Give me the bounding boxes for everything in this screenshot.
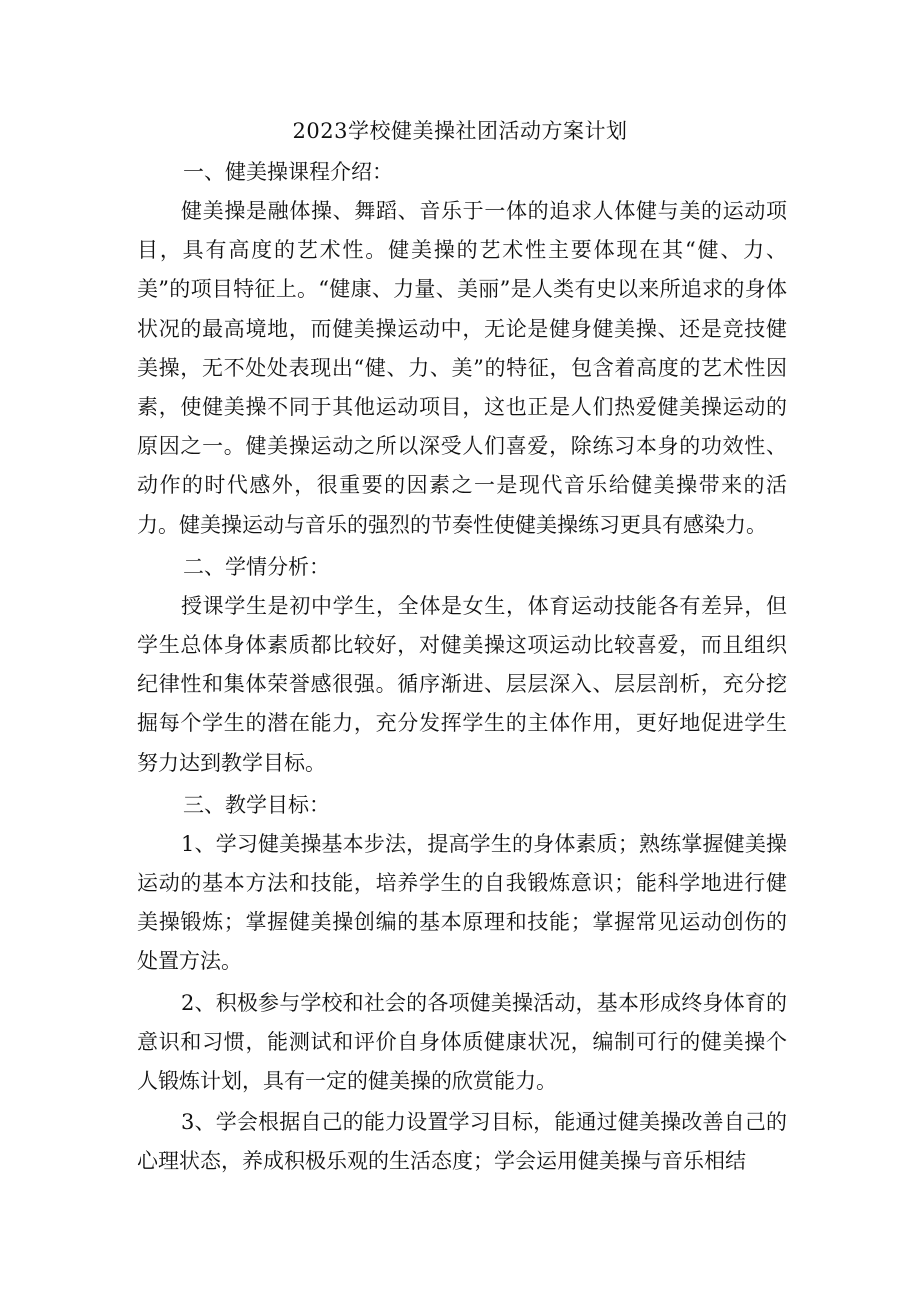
section-heading: 三、教学目标： <box>183 792 330 817</box>
section-heading: 二、学情分析： <box>183 554 330 579</box>
paragraph: 授课学生是初中学生，全体是女生，体育运动技能各有差异，但学生总体身体素质都比较好，对健美操这项运动比较喜爱，而且组织纪律性和集体荣誉感很强。循序渐进、层层深入、层层剖析，充分挖掘每个学生的潜在能力，充分发挥学生的主体作用，更好地促进学生努力达到教学目标。 <box>137 593 787 775</box>
document-body <box>137 152 787 1182</box>
paragraph: 健美操是融体操、舞蹈、音乐于一体的追求人体健与美的运动项目，具有高度的艺术性。健美操的艺术性主要体现在其“健、力、美”的项目特征上。“健康、力量、美丽”是人类有史以来所追求的身体状况的最高境地，而健美操运动中，无论是健身健美操、还是竞技健美操，无不处处表现出“健、力、美”的特征，包含着高度的艺术性因素，使健美操不同于其他运动项目，这也正是人们热爱健美操运动的原因之一。健美操运动之所以深受人们喜爱，除练习本身的功效性、动作的时代感外，很重要的因素之一是现代音乐给健美操带来的活力。健美操运动与音乐的强烈的节奏性使健美操练习更具有感染力。 <box>137 199 787 537</box>
section-teaching-goals <box>137 785 787 1182</box>
section-heading: 一、健美操课程介绍： <box>183 160 393 184</box>
paragraph: 1、学习健美操基本步法，提高学生的身体素质；熟练掌握健美操运动的基本方法和技能，培养学生的自我锻炼意识；能科学地进行健美操锻炼；掌握健美操创编的基本原理和技能；掌握常见运动创伤的处置方法。 <box>137 831 787 974</box>
section-student-analysis <box>137 547 787 783</box>
paragraph: 3、学会根据自己的能力设置学习目标，能通过健美操改善自己的心理状态，养成积极乐观的生活态度；学会运用健美操与音乐相结 <box>137 1110 787 1174</box>
paragraph: 2、积极参与学校和社会的各项健美操活动，基本形成终身体育的意识和习惯，能测试和评价自身体质健康状况，编制可行的健美操个人锻炼计划，具有一定的健美操的欣赏能力。 <box>137 990 787 1094</box>
document-title: 2023学校健美操社团活动方案计划 <box>292 119 628 143</box>
section-course-intro <box>137 152 787 545</box>
